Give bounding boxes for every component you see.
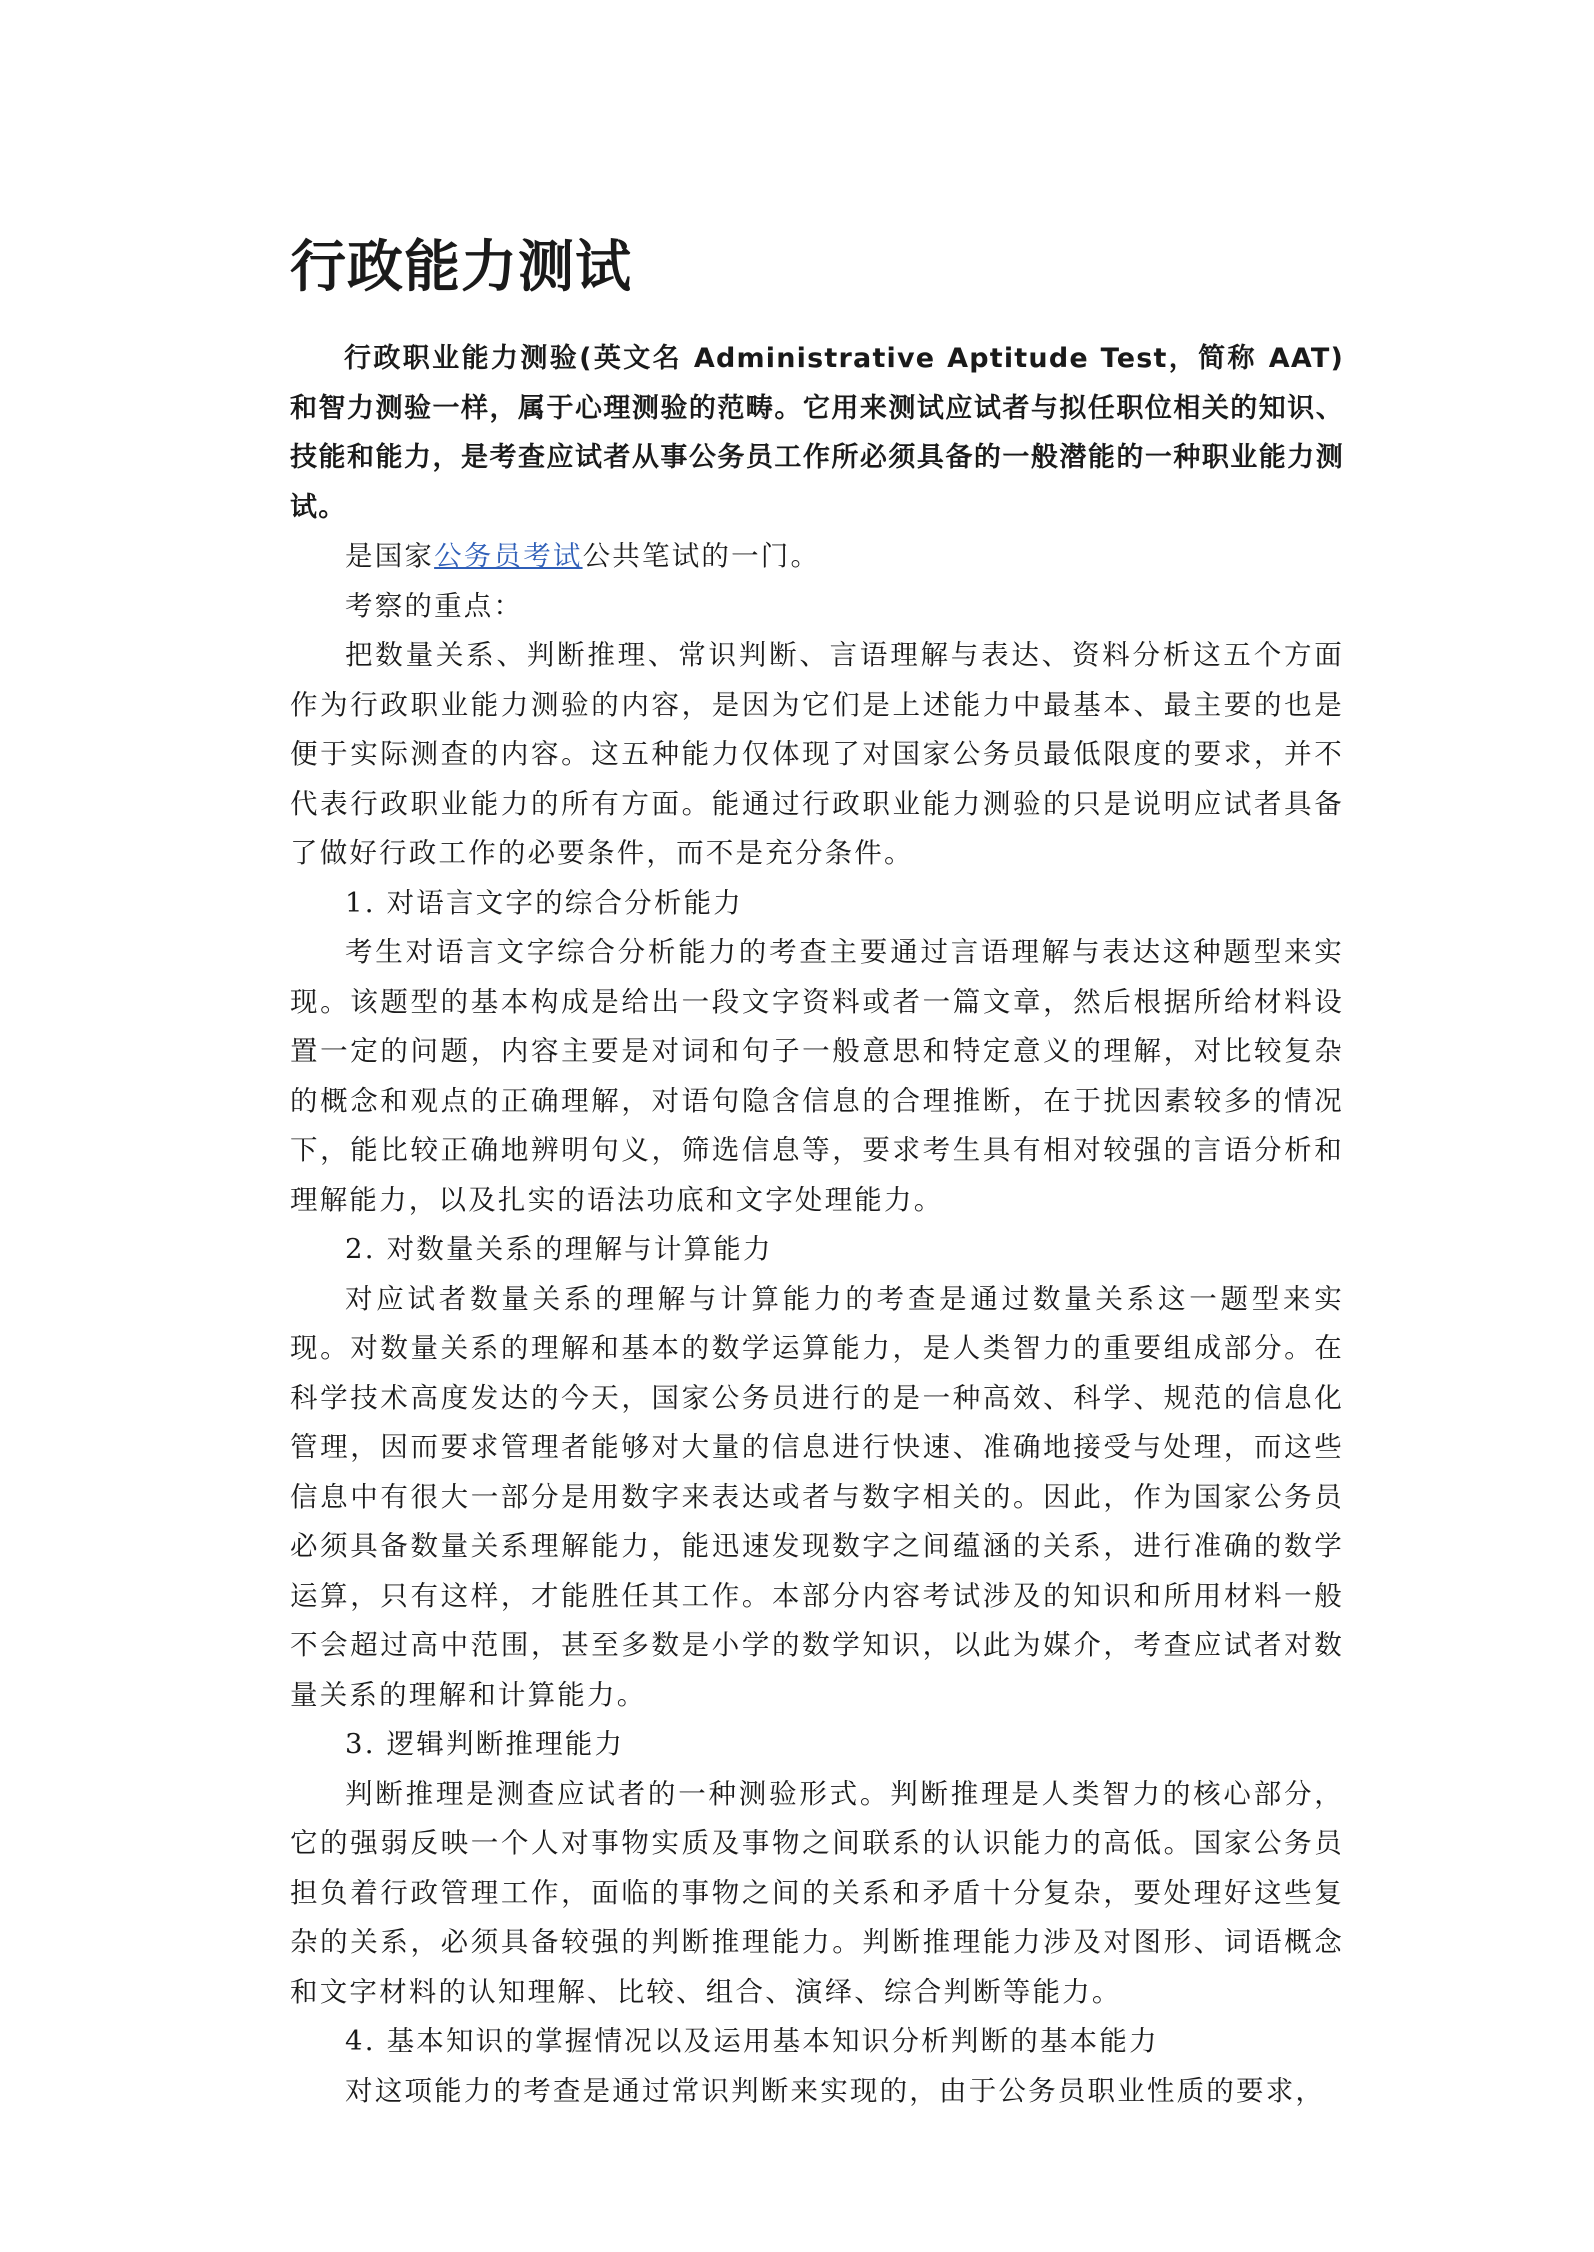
section-1-body: 考生对语言文字综合分析能力的考查主要通过言语理解与表达这种题型来实现。该题型的基本构成是给出一段文字资料或者一篇文章，然后根据所给材料设置一定的问题，内容主要是对词和句子一般意思和特定意义的理解，对比较复杂的概念和观点的正确理解，对语句隐含信息的合理推断，在于扰因素较多的情况下，能比较正确地辨明句义，筛选信息等，要求考生具有相对较强的言语分析和理解能力，以及扎实的语法功底和文字处理能力。 [290,936,1344,1216]
exam-text-after: 公共笔试的一门。 [582,540,821,572]
section-3-body: 判断推理是测查应试者的一种测验形式。判断推理是人类智力的核心部分，它的强弱反映一个人对事物实质及事物之间联系的认识能力的高低。国家公务员担负着行政管理工作，面临的事物之间的关系和矛盾十分复杂，要处理好这些复杂的关系，必须具备较强的判断推理能力。判断推理能力涉及对图形、词语概念和文字材料的认知理解、比较、组合、演绎、综合判断等能力。 [290,1777,1344,2008]
section-2-heading: 2. 对数量关系的理解与计算能力 [345,1233,773,1265]
focus-paragraph: 把数量关系、判断推理、常识判断、言语理解与表达、资料分析这五个方面作为行政职业能力测验的内容，是因为它们是上述能力中最基本、最主要的也是便于实际测查的内容。这五种能力仅体现了对国家公务员最低限度的要求，并不代表行政职业能力的所有方面。能通过行政职业能力测验的只是说明应试者具备了做好行政工作的必要条件，而不是充分条件。 [290,639,1344,869]
civil-service-exam-link[interactable]: 公务员考试 [434,540,583,572]
focus-label: 考察的重点： [345,589,524,622]
document-page [290,228,1344,2116]
section-2-body: 对应试者数量关系的理解与计算能力的考查是通过数量关系这一题型来实现。对数量关系的理解和基本的数学运算能力，是人类智力的重要组成部分。在科学技术高度发达的今天，国家公务员进行的是一种高效、科学、规范的信息化管理，因而要求管理者能够对大量的信息进行快速、准确地接受与处理，而这些信息中有很大一部分是用数字来表达或者与数字相关的。因此，作为国家公务员必须具备数量关系理解能力，能迅速发现数字之间蕴涵的关系，进行准确的数学运算，只有这样，才能胜任其工作。本部分内容考试涉及的知识和所用材料一般不会超过高中范围，甚至多数是小学的数学知识，以此为媒介，考查应试者对数量关系的理解和计算能力。 [290,1282,1344,1711]
exam-text-before: 是国家 [345,540,435,572]
intro-paragraph: 行政职业能力测验(英文名 Administrative Aptitude Test，简称 AAT)和智力测验一样，属于心理测验的范畴。它用来测试应试者与拟任职位相关的知识、技能和能力，是考查应试者从事公务员工作所必须具备的一般潜能的一种职业能力测试。 [290,343,1344,523]
exam-paragraph [290,532,1344,582]
section-1-heading: 1. 对语言文字的综合分析能力 [345,886,743,919]
section-4-body: 对这项能力的考查是通过常识判断来实现的，由于公务员职业性质的要求， [345,2074,1326,2107]
document-title: 行政能力测试 [290,235,632,300]
section-4-heading: 4. 基本知识的掌握情况以及运用基本知识分析判断的基本能力 [345,2025,1159,2057]
section-3-heading: 3. 逻辑判断推理能力 [345,1728,625,1760]
